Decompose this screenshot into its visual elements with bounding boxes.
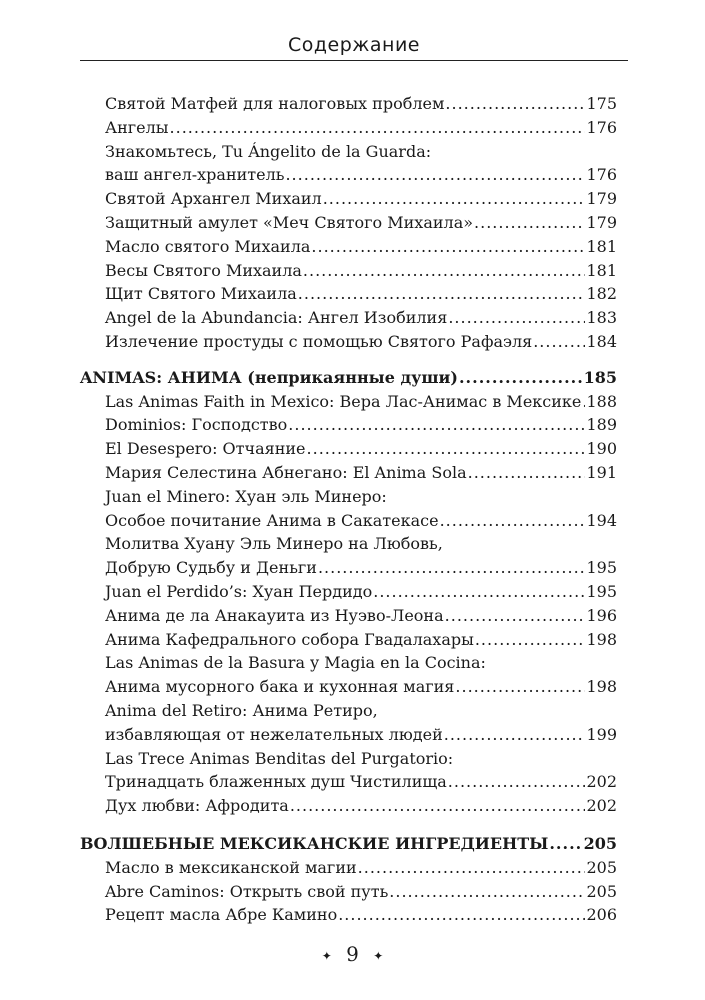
toc-entry-page: 194: [586, 510, 617, 530]
leader-dots: [468, 461, 586, 485]
toc-entry-page: 196: [586, 605, 617, 625]
leader-dots: [338, 903, 585, 927]
toc-entry-title: ваш ангел-хранитель: [105, 165, 285, 185]
toc-entry-page: 202: [586, 772, 617, 792]
toc-entry-page: 188: [586, 391, 617, 411]
leader-dots: [549, 832, 582, 856]
toc-entry-page: 199: [586, 724, 617, 744]
toc-entry-title: Святой Архангел Михаил: [105, 189, 322, 209]
toc-entry[interactable]: [80, 532, 617, 556]
leader-dots: [445, 604, 586, 628]
toc-entry-title: Анима Кафедрального собора Гвадалахары: [105, 629, 474, 649]
leader-dots: [288, 413, 585, 437]
section-page: 205: [583, 833, 617, 853]
toc-entry-title: Las Animas de la Basura y Magia en la Cocina:: [105, 653, 486, 673]
toc-entry-title: Молитва Хуану Эль Минеро на Любовь,: [105, 534, 443, 554]
leader-dots: [445, 92, 585, 116]
toc-entry[interactable]: [80, 235, 617, 259]
toc-entry-title: Щит Святого Михаила: [105, 284, 297, 304]
toc-entry[interactable]: [80, 116, 617, 140]
toc-entry-title: Рецепт масла Абре Камино: [105, 905, 338, 925]
toc-entry[interactable]: [80, 903, 617, 927]
toc-entry-page: 189: [586, 415, 617, 435]
leader-dots: [459, 366, 583, 390]
toc-entry[interactable]: [80, 187, 617, 211]
leader-dots: [474, 211, 585, 235]
toc-entry[interactable]: [80, 770, 617, 794]
toc-entry-page: 184: [586, 331, 617, 351]
section-gap: [80, 818, 617, 832]
toc-entry[interactable]: [80, 723, 617, 747]
toc-entry-page: 183: [586, 308, 617, 328]
toc-entry-page: 176: [586, 165, 617, 185]
leader-dots: [303, 259, 586, 283]
leader-dots: [290, 794, 586, 818]
toc-entry[interactable]: [80, 282, 617, 306]
table-of-contents: [80, 92, 617, 927]
toc-entry-title: Ангелы: [105, 117, 169, 137]
toc-entry-title: Анима мусорного бака и кухонная магия: [105, 677, 455, 697]
toc-entry[interactable]: [80, 259, 617, 283]
leader-dots: [323, 187, 586, 211]
toc-entry[interactable]: [80, 628, 617, 652]
toc-entry-title: Масло в мексиканской магии: [105, 857, 357, 877]
toc-entry-page: 205: [586, 857, 617, 877]
toc-entry[interactable]: [80, 461, 617, 485]
toc-section-ingredients[interactable]: [80, 832, 617, 856]
leader-dots: [455, 675, 585, 699]
section-gap: [80, 354, 617, 366]
toc-entry[interactable]: [80, 794, 617, 818]
leader-dots: [533, 330, 585, 354]
toc-entry-page: 175: [586, 94, 617, 113]
toc-entry-title: Защитный амулет «Меч Святого Михаила»: [105, 212, 474, 232]
page-footer: [0, 942, 705, 966]
toc-entry[interactable]: [80, 856, 617, 880]
toc-entry-title: Anima del Retiro: Анима Ретиро,: [105, 700, 378, 720]
running-header: Содержание: [288, 34, 420, 56]
toc-group-ingredients: [80, 856, 617, 927]
toc-entry[interactable]: [80, 330, 617, 354]
toc-entry-title: избавляющая от нежелательных людей: [105, 724, 443, 744]
toc-entry[interactable]: [80, 651, 617, 675]
toc-entry-title: Особое почитание Анима в Сакатекасе: [105, 510, 439, 530]
toc-entry-title: Juan el Minero: Хуан эль Минеро:: [105, 486, 387, 506]
leader-dots: [440, 509, 586, 533]
leader-dots: [475, 628, 586, 652]
leader-dots: [358, 856, 586, 880]
toc-entry[interactable]: [80, 556, 617, 580]
toc-entry[interactable]: [80, 699, 617, 723]
toc-entry-page: 182: [586, 284, 617, 304]
toc-entry-page: 195: [586, 581, 617, 601]
toc-entry-page: 205: [586, 881, 617, 901]
toc-section-animas[interactable]: [80, 366, 617, 390]
toc-entry-page: 206: [586, 905, 617, 925]
toc-entry-title: Dominios: Господство: [105, 415, 288, 435]
toc-entry-page: 176: [586, 117, 617, 137]
toc-entry-page: 198: [586, 677, 617, 697]
toc-entry-page: 181: [586, 236, 617, 256]
toc-entry-page: 179: [586, 189, 617, 209]
leader-dots: [448, 306, 585, 330]
toc-entry-title: Angel de la Abundancia: Ангел Изобилия: [105, 308, 448, 328]
toc-entry[interactable]: [80, 390, 617, 414]
page-number: 9: [346, 942, 359, 966]
toc-entry-page: 190: [586, 439, 617, 459]
toc-entry[interactable]: [80, 413, 617, 437]
leader-dots: [373, 580, 585, 604]
toc-group-angels: [80, 92, 617, 354]
ornament-right-icon: ✦: [373, 948, 384, 963]
toc-entry-title: Дух любви: Афродита: [105, 796, 289, 816]
toc-entry-title: Излечение простуды с помощью Святого Рафаэля: [105, 331, 533, 351]
toc-entry[interactable]: [80, 675, 617, 699]
toc-entry-title: Abre Caminos: Открыть свой путь: [105, 881, 389, 901]
toc-entry[interactable]: [80, 604, 617, 628]
toc-group-animas: [80, 390, 617, 818]
leader-dots: [582, 390, 585, 414]
toc-entry-page: 202: [586, 796, 617, 816]
section-title: ВОЛШЕБНЫЕ МЕКСИКАНСКИЕ ИНГРЕДИЕНТЫ: [80, 833, 549, 853]
toc-entry-title: Juan el Perdido’s: Хуан Пердидо: [105, 581, 373, 601]
toc-entry-page: 198: [586, 629, 617, 649]
toc-entry[interactable]: [80, 92, 617, 116]
leader-dots: [448, 770, 586, 794]
section-page: 185: [583, 367, 617, 387]
toc-entry-title: Las Animas Faith in Mexico: Вера Лас-Анимас в Мексике: [105, 391, 582, 411]
toc-entry-page: 181: [586, 260, 617, 280]
leader-dots: [318, 556, 586, 580]
toc-entry-page: 179: [586, 212, 617, 232]
ornament-left-icon: ✦: [321, 948, 332, 963]
toc-entry-title: Весы Святого Михаила: [105, 260, 302, 280]
toc-entry-page: 191: [586, 462, 617, 482]
leader-dots: [298, 282, 586, 306]
section-title: ANIMAS: АНИМА (неприкаянные души): [80, 367, 458, 387]
toc-entry-title: Анима де ла Анакауита из Нуэво-Леона: [105, 605, 444, 625]
toc-entry[interactable]: [80, 163, 617, 187]
toc-entry-title: Мария Селестина Абнегано: El Anima Sola: [105, 462, 467, 482]
toc-entry-title: Святой Матфей для налоговых проблем: [105, 94, 445, 113]
toc-entry-title: Las Trece Animas Benditas del Purgatorio:: [105, 748, 454, 768]
toc-entry[interactable]: [80, 140, 617, 164]
toc-entry-page: 195: [586, 558, 617, 578]
toc-entry[interactable]: [80, 211, 617, 235]
leader-dots: [285, 163, 585, 187]
toc-entry[interactable]: [80, 580, 617, 604]
header-rule: [80, 60, 628, 61]
toc-entry-title: El Desespero: Отчаяние: [105, 439, 306, 459]
leader-dots: [389, 880, 585, 904]
toc-entry[interactable]: [80, 485, 617, 509]
leader-dots: [444, 723, 586, 747]
toc-entry-title: Тринадцать блаженных душ Чистилища: [105, 772, 447, 792]
leader-dots: [307, 437, 586, 461]
toc-entry[interactable]: [80, 306, 617, 330]
toc-entry[interactable]: [80, 880, 617, 904]
toc-entry[interactable]: [80, 747, 617, 771]
toc-entry[interactable]: [80, 437, 617, 461]
toc-entry-title: Знакомьтесь, Tu Ángelito de la Guarda:: [105, 141, 432, 161]
leader-dots: [311, 235, 585, 259]
leader-dots: [170, 116, 586, 140]
toc-entry-title: Масло святого Михаила: [105, 236, 311, 256]
toc-entry[interactable]: [80, 509, 617, 533]
toc-entry-title: Добрую Судьбу и Деньги: [105, 558, 317, 578]
